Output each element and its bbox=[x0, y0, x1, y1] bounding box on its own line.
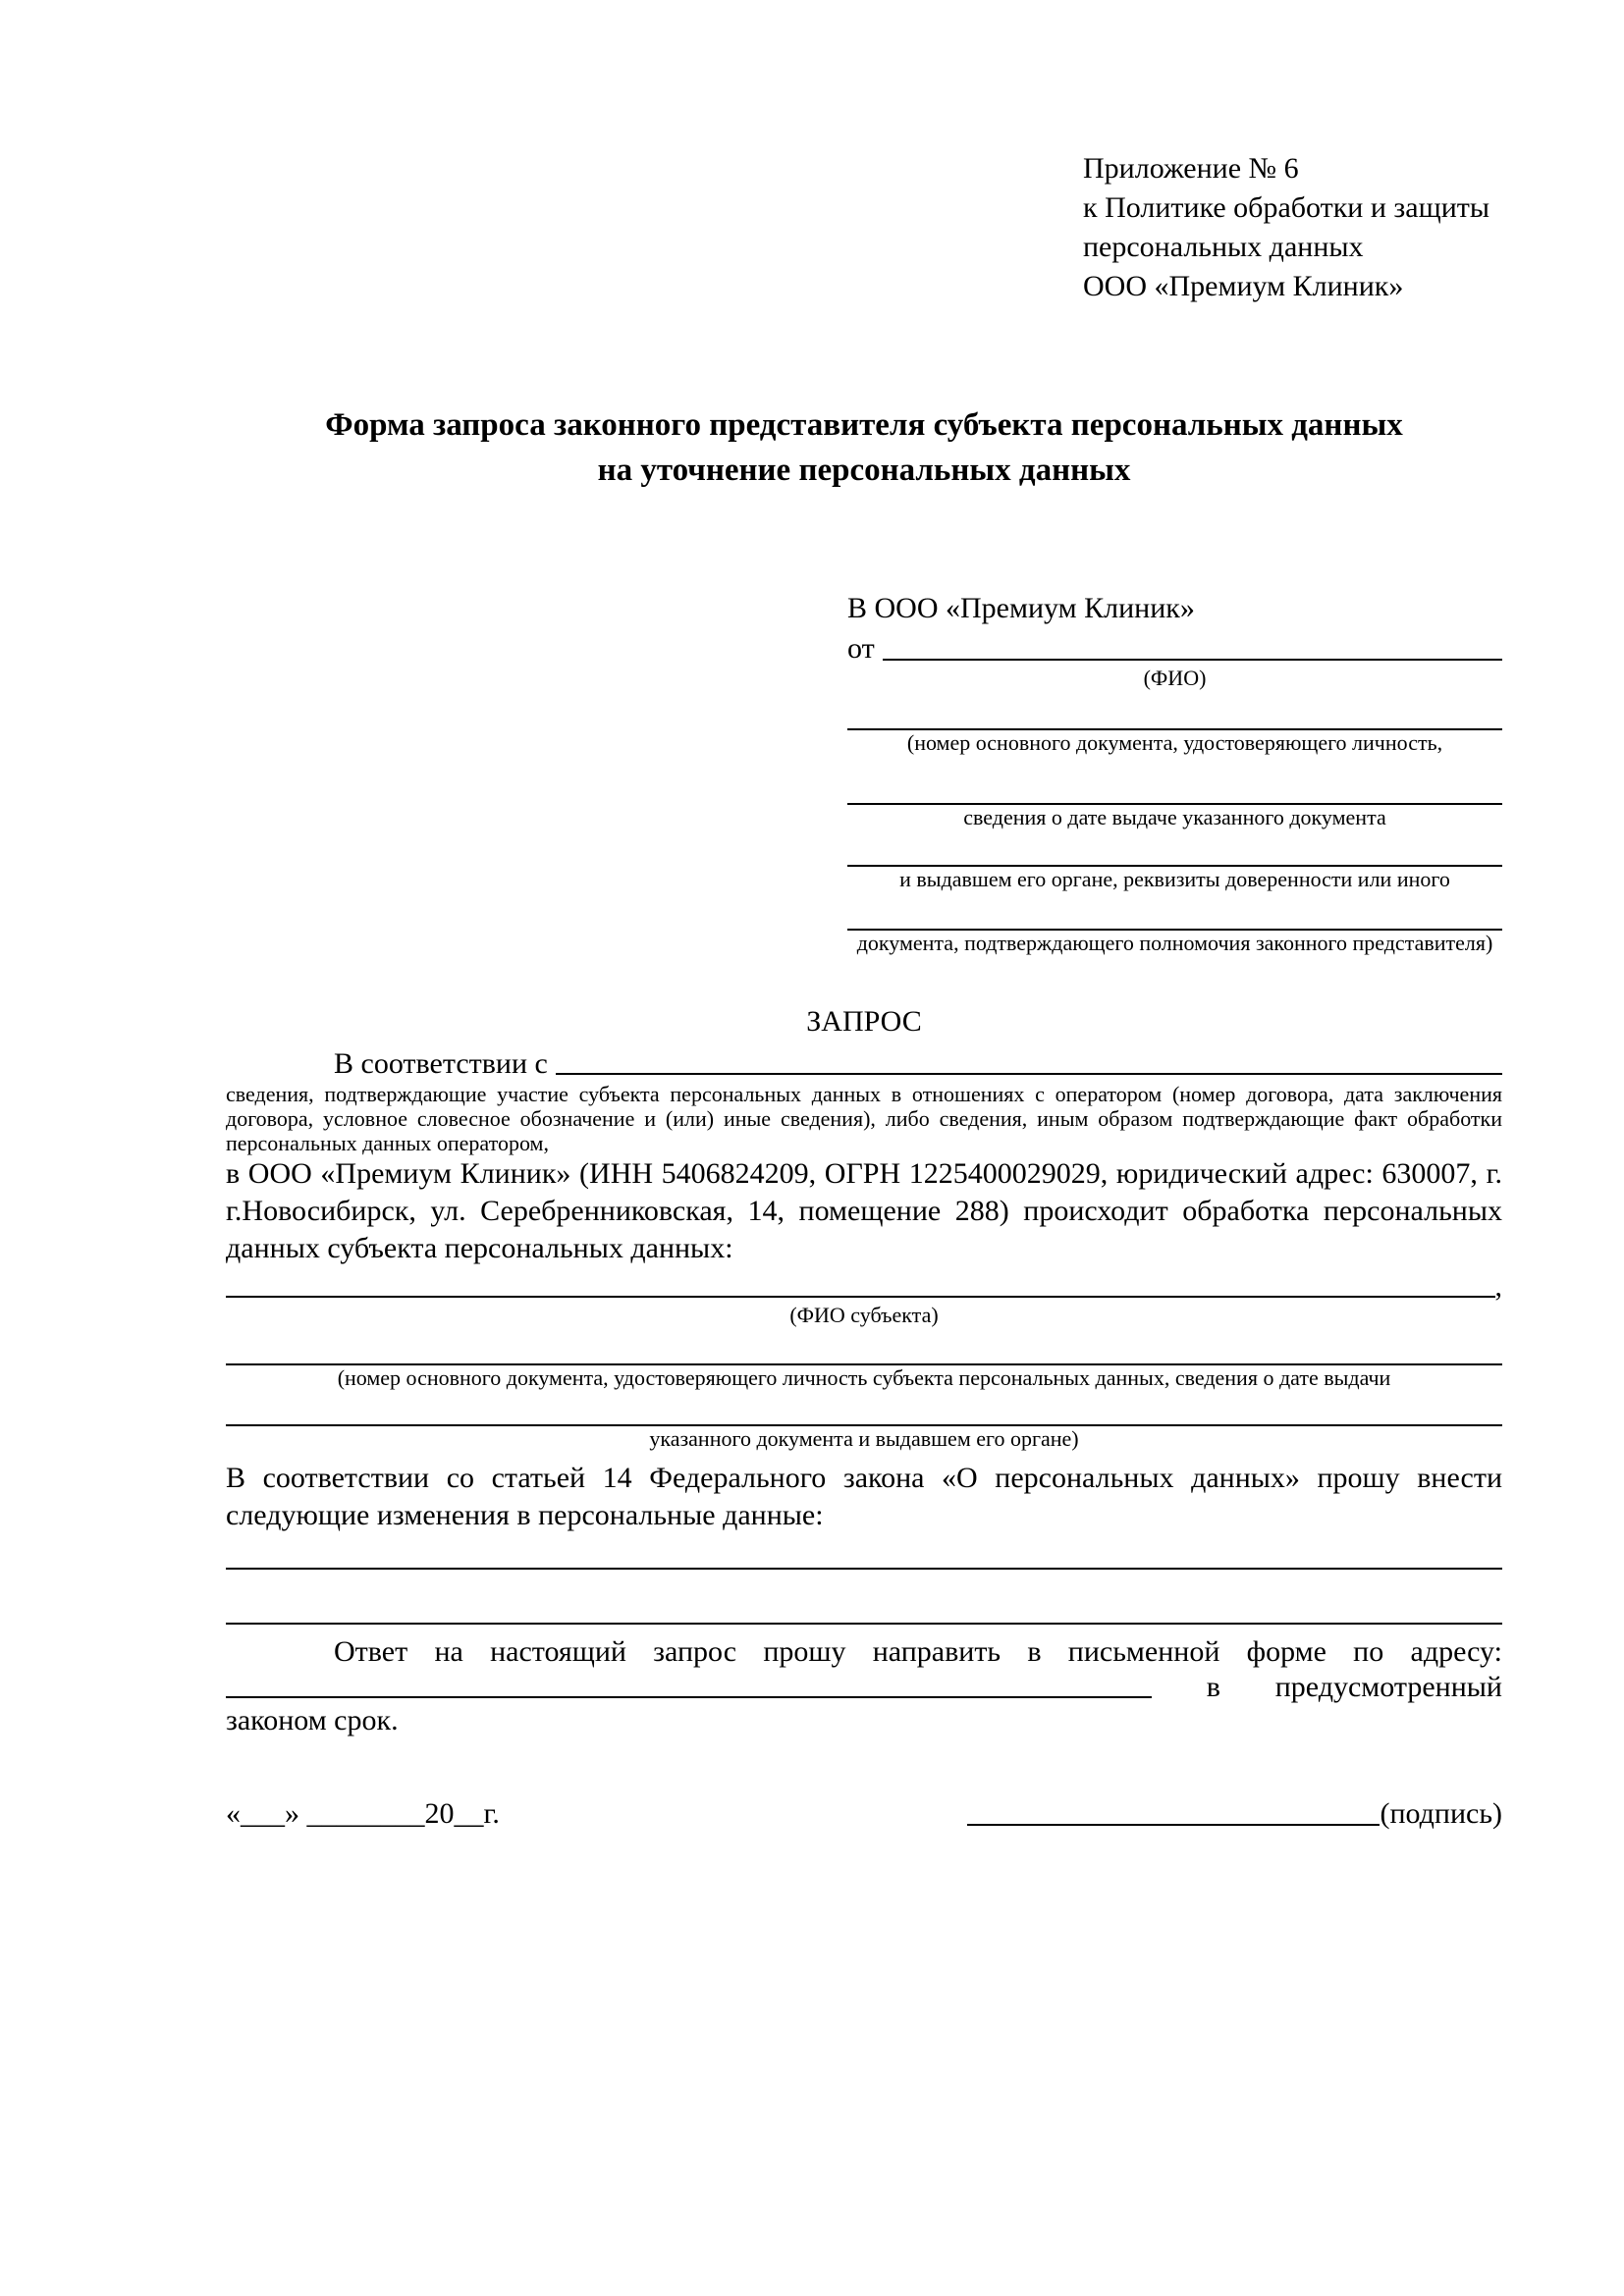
answer-paragraph-line-2 bbox=[226, 1670, 1502, 1703]
basis-blank-line bbox=[556, 1073, 1502, 1075]
subject-fio-line bbox=[226, 1267, 1502, 1303]
date-signature-row bbox=[226, 1793, 1502, 1831]
subject-fio-caption: (ФИО субъекта) bbox=[789, 1303, 939, 1327]
addressee-organization: В ООО «Премиум Клиник» bbox=[847, 592, 1195, 624]
annex-line-4: ООО «Премиум Клиник» bbox=[1083, 270, 1404, 302]
subject-fio-comma: , bbox=[1494, 1270, 1502, 1303]
fio-caption: (ФИО) bbox=[1143, 666, 1207, 690]
changes-blank-line-2 bbox=[226, 1623, 1502, 1625]
representative-doc-caption-2: сведения о дате выдаче указанного документа bbox=[963, 805, 1386, 829]
law-paragraph: В соответствии со статьей 14 Федерального закона «О персональных данных» прошу внести следующие изменения в персональные данные: bbox=[226, 1462, 1502, 1531]
from-label: от bbox=[847, 632, 875, 665]
title-line-1: Форма запроса законного представителя субъекта персональных данных bbox=[325, 407, 1403, 443]
from-line bbox=[847, 628, 1502, 666]
representative-doc-caption-4: документа, подтверждающего полномочия законного представителя) bbox=[856, 931, 1493, 955]
annex-line-3: персональных данных bbox=[1083, 231, 1364, 263]
changes-blank-line-1 bbox=[226, 1568, 1502, 1570]
document-title bbox=[226, 402, 1502, 493]
signature-group bbox=[967, 1797, 1502, 1831]
answer-paragraph-line-1: Ответ на настоящий запрос прошу направить в письменной форме по адресу: bbox=[334, 1635, 1502, 1668]
representative-doc-caption-3: и выдавшем его органе, реквизиты доверенности или иного bbox=[899, 867, 1450, 891]
basis-footnote: сведения, подтверждающие участие субъекта персональных данных в отношениях с оператором (номер договора, дата заключения договора, условное словесное обозначение и (или) иные сведения), либо сведения, иным образом подтверждающие факт обработки персональных данных оператором, bbox=[226, 1082, 1502, 1155]
annex-line-2: к Политике обработки и защиты bbox=[1083, 191, 1490, 224]
signature-caption: (подпись) bbox=[1380, 1797, 1502, 1830]
subject-doc-caption-1: (номер основного документа, удостоверяющего личность субъекта персональных данных, сведения о дате выдачи bbox=[337, 1365, 1391, 1390]
request-heading: ЗАПРОС bbox=[806, 1005, 922, 1038]
basis-line bbox=[226, 1048, 1502, 1080]
subject-doc-caption-2: указанного документа и выдавшем его органе) bbox=[649, 1426, 1079, 1451]
representative-doc-caption-1: (номер основного документа, удостоверяющего личность, bbox=[906, 730, 1443, 755]
annex-block bbox=[1083, 149, 1502, 306]
annex-line-1: Приложение № 6 bbox=[1083, 152, 1299, 185]
address-blank-line bbox=[226, 1696, 1152, 1698]
answer-word-1: в bbox=[1206, 1671, 1220, 1703]
representative-fio-blank-line bbox=[883, 659, 1502, 661]
basis-label: В соответствии с bbox=[334, 1047, 548, 1080]
answer-paragraph-line-3: законом срок. bbox=[226, 1704, 399, 1736]
subject-fio-blank-line bbox=[226, 1296, 1495, 1298]
date-line: «___» ________20__г. bbox=[226, 1797, 500, 1830]
operator-paragraph: в ООО «Премиум Клиник» (ИНН 5406824209, ОГРН 1225400029029, юридический адрес: 630007, г. г.Новосибирск, ул. Серебренниковская, 14, помещение 288) происходит обработка персональных данных субъекта персональных данных: bbox=[226, 1157, 1502, 1264]
answer-word-2: предусмотренный bbox=[1274, 1671, 1502, 1703]
signature-blank-line bbox=[967, 1824, 1380, 1826]
title-line-2: на уточнение персональных данных bbox=[597, 453, 1131, 488]
addressee-block bbox=[847, 591, 1502, 956]
